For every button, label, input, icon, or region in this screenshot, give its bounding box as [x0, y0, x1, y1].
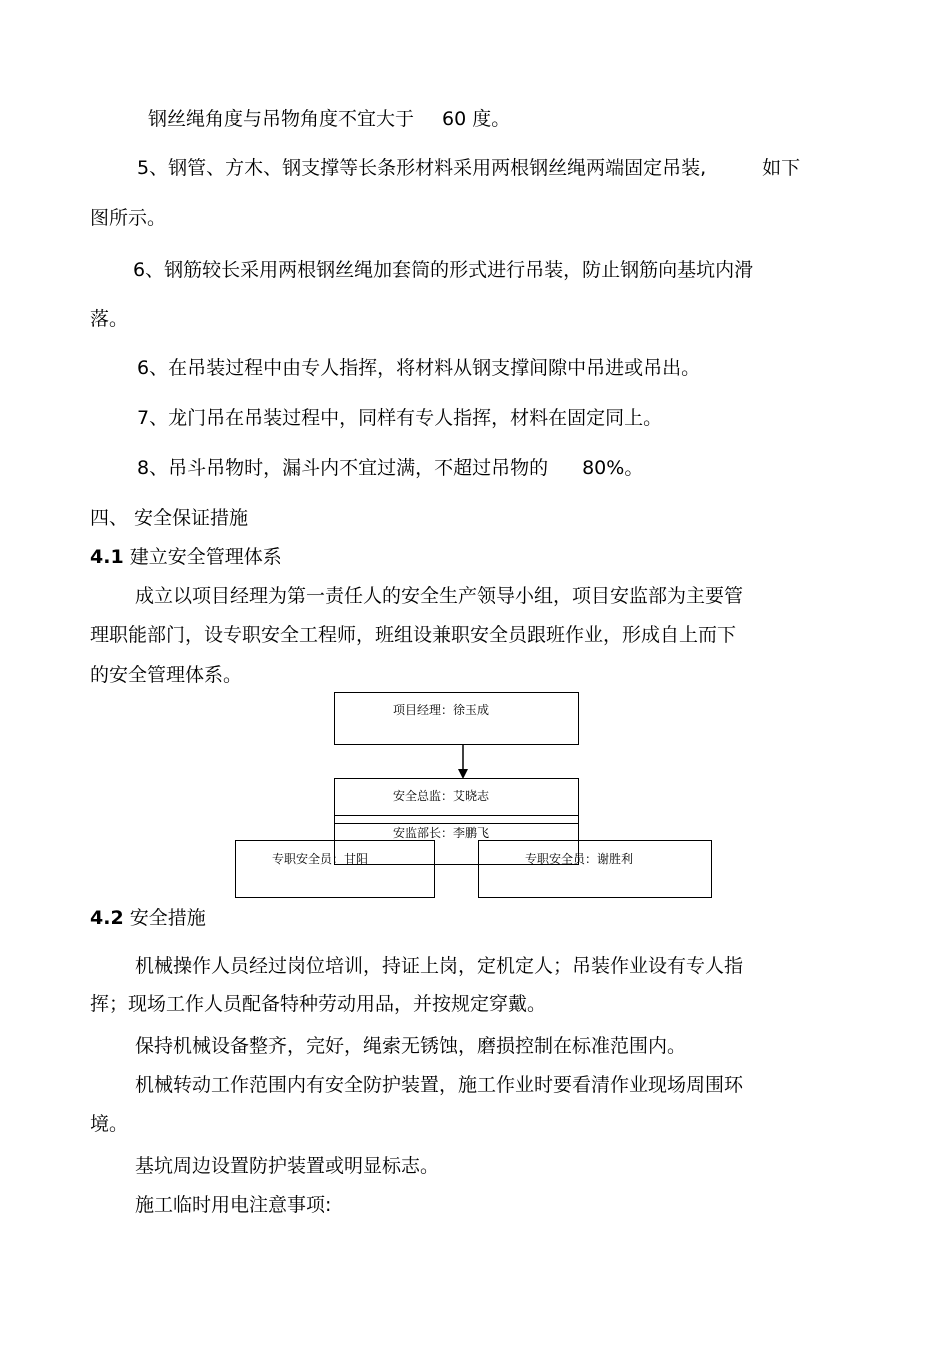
org-label-safety-officer-right: 专职安全员：谢胜利: [525, 852, 634, 866]
text: 如下: [762, 157, 801, 179]
text: 5、钢管、方木、钢支撑等长条形材料采用两根钢丝绳两端固定吊装,: [137, 157, 707, 179]
text: 6、钢筋较长采用两根钢丝绳加套筒的形式进行吊装，防止钢筋向基坑内滑: [133, 259, 754, 281]
org-label-safety-director: 安全总监：艾晓志: [393, 789, 490, 803]
org-label-project-manager: 项目经理：徐玉成: [393, 703, 490, 717]
subsection-number: 4.1: [90, 546, 124, 568]
subsection-heading: [90, 907, 206, 929]
org-box-project-manager: [334, 692, 579, 745]
paragraph-line: 成立以项目经理为第一责任人的安全生产领导小组，项目安监部为主要管: [135, 585, 744, 607]
text: 8、吊斗吊物时，漏斗内不宜过满，不超过吊物的: [137, 457, 549, 479]
text: 7、龙门吊在吊装过程中，同样有专人指挥，材料在固定同上。: [137, 407, 663, 429]
paragraph-line: [90, 308, 128, 330]
paragraph-line: [137, 357, 700, 379]
org-box-safety-officer-left: [235, 840, 435, 898]
text: 60 度。: [442, 108, 511, 130]
subsection-title: 建立安全管理体系: [129, 546, 282, 568]
org-divider: [334, 823, 579, 824]
paragraph-line: 施工临时用电注意事项:: [135, 1194, 332, 1216]
org-divider: [334, 815, 579, 816]
paragraph-line: [90, 207, 166, 229]
subsection-title: 安全措施: [129, 907, 206, 929]
paragraph-line: [137, 407, 662, 429]
text: 80%。: [582, 457, 644, 479]
text: 图所示。: [90, 207, 167, 229]
org-label-safety-officer-left: 专职安全员：甘阳: [272, 852, 369, 866]
text: 落。: [90, 308, 129, 330]
text: 钢丝绳角度与吊物角度不宜大于: [148, 108, 415, 130]
paragraph-line: [137, 157, 800, 179]
paragraph-line: 基坑周边设置防护装置或明显标志。: [135, 1155, 440, 1177]
paragraph-line: [148, 108, 510, 130]
subsection-number: 4.2: [90, 907, 124, 929]
paragraph-line: [137, 457, 643, 479]
org-box-safety-officer-right: [478, 840, 712, 898]
paragraph-line: 挥；现场工作人员配备特种劳动用品，并按规定穿戴。: [90, 993, 547, 1015]
paragraph-line: 机械转动工作范围内有安全防护装置，施工作业时要看清作业现场周围环: [135, 1074, 744, 1096]
paragraph-line: 的安全管理体系。: [90, 664, 243, 686]
paragraph-line: 机械操作人员经过岗位培训，持证上岗，定机定人；吊装作业设有专人指: [135, 955, 744, 977]
org-label-safety-dept-head: 安监部长：李鹏飞: [393, 826, 490, 840]
subsection-heading: [90, 546, 282, 568]
paragraph-line: [133, 259, 753, 281]
paragraph-line: 境。: [90, 1113, 129, 1135]
text: 6、在吊装过程中由专人指挥，将材料从钢支撑间隙中吊进或吊出。: [137, 357, 701, 379]
paragraph-line: 理职能部门，设专职安全工程师，班组设兼职安全员跟班作业，形成自上而下: [90, 624, 737, 646]
section-heading: 四、 安全保证措施: [90, 507, 249, 529]
paragraph-line: 保持机械设备整齐，完好，绳索无锈蚀，磨损控制在标准范围内。: [135, 1035, 687, 1057]
